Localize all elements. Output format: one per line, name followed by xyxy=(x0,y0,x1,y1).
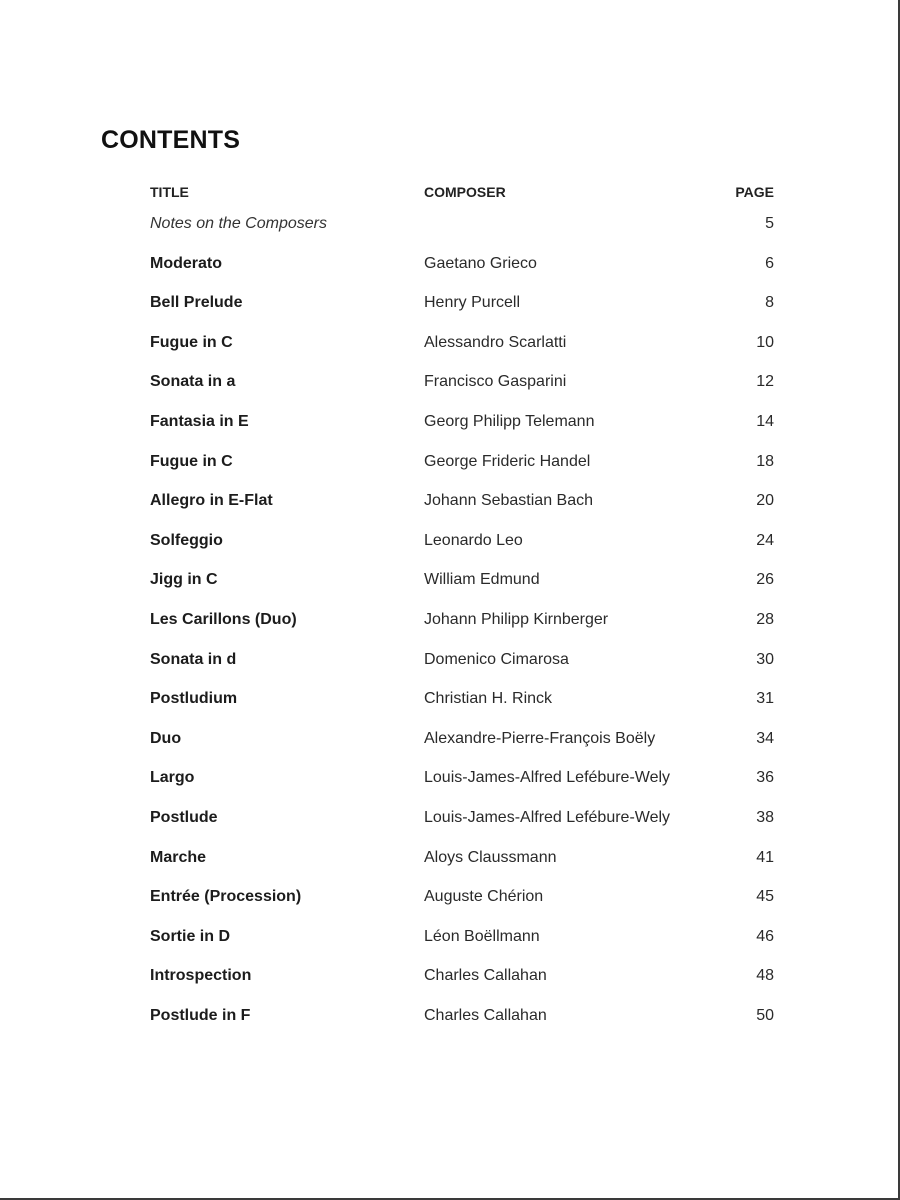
toc-row[interactable] xyxy=(150,687,774,727)
toc-title: Allegro in E-Flat xyxy=(150,492,273,510)
toc-composer: Francisco Gasparini xyxy=(424,373,567,391)
toc-page-number: 10 xyxy=(756,333,774,351)
table-of-contents xyxy=(150,180,774,1043)
toc-row[interactable] xyxy=(150,727,774,767)
toc-header-row xyxy=(150,180,774,212)
toc-title: Fugue in C xyxy=(150,333,233,351)
toc-composer: Gaetano Grieco xyxy=(424,254,537,272)
toc-row-notes[interactable] xyxy=(150,212,774,252)
toc-title: Sonata in a xyxy=(150,373,236,391)
page-title: CONTENTS xyxy=(101,126,241,154)
toc-title: Introspection xyxy=(150,967,252,985)
toc-page-number: 6 xyxy=(765,254,774,272)
column-header-page: PAGE xyxy=(735,184,774,200)
toc-title: Entrée (Procession) xyxy=(150,888,302,906)
toc-title: Les Carillons (Duo) xyxy=(150,610,297,628)
toc-composer: Domenico Cimarosa xyxy=(424,650,569,668)
column-header-title: TITLE xyxy=(150,184,189,200)
toc-composer: Leonardo Leo xyxy=(424,531,523,549)
toc-page-number: 36 xyxy=(756,769,774,787)
toc-row[interactable] xyxy=(150,806,774,846)
toc-page-number: 45 xyxy=(756,888,774,906)
toc-row[interactable] xyxy=(150,964,774,1004)
toc-composer: Alexandre-Pierre-François Boëly xyxy=(424,729,656,747)
toc-row[interactable] xyxy=(150,291,774,331)
toc-composer: Charles Callahan xyxy=(424,1006,547,1024)
toc-composer: Auguste Chérion xyxy=(424,888,544,906)
toc-page-number: 38 xyxy=(756,808,774,826)
toc-composer: Aloys Claussmann xyxy=(424,848,557,866)
toc-page-number: 14 xyxy=(756,412,774,430)
toc-title: Marche xyxy=(150,848,207,866)
toc-row[interactable] xyxy=(150,529,774,569)
toc-title: Bell Prelude xyxy=(150,294,243,312)
toc-page-number: 50 xyxy=(756,1006,774,1024)
toc-composer: Christian H. Rinck xyxy=(424,690,553,708)
toc-page-number: 46 xyxy=(756,927,774,945)
toc-composer: George Frideric Handel xyxy=(424,452,591,470)
toc-row[interactable] xyxy=(150,766,774,806)
toc-row[interactable] xyxy=(150,489,774,529)
toc-page-number: 41 xyxy=(756,848,774,866)
toc-page-number: 18 xyxy=(756,452,774,470)
toc-title: Postludium xyxy=(150,690,238,708)
toc-page-number: 26 xyxy=(756,571,774,589)
toc-page-number: 30 xyxy=(756,650,774,668)
toc-composer: Johann Sebastian Bach xyxy=(424,492,594,510)
toc-title: Sonata in d xyxy=(150,650,237,668)
toc-title: Sortie in D xyxy=(150,927,231,945)
toc-composer: Louis-James-Alfred Lefébure-Wely xyxy=(424,808,671,826)
toc-page-number: 28 xyxy=(756,610,774,628)
toc-row[interactable] xyxy=(150,885,774,925)
toc-title: Jigg in C xyxy=(150,571,218,589)
toc-title: Postlude xyxy=(150,808,218,826)
toc-title: Solfeggio xyxy=(150,531,223,549)
toc-composer: Georg Philipp Telemann xyxy=(424,412,595,430)
toc-title: Postlude in F xyxy=(150,1006,251,1024)
toc-row[interactable] xyxy=(150,252,774,292)
toc-row[interactable] xyxy=(150,846,774,886)
toc-title: Fugue in C xyxy=(150,452,233,470)
toc-row[interactable] xyxy=(150,568,774,608)
toc-composer: William Edmund xyxy=(424,571,540,589)
toc-page-number: 24 xyxy=(756,531,774,549)
toc-title: Duo xyxy=(150,729,182,747)
toc-row[interactable] xyxy=(150,410,774,450)
toc-page-number: 20 xyxy=(756,492,774,510)
toc-row[interactable] xyxy=(150,648,774,688)
toc-title: Notes on the Composers xyxy=(150,215,327,232)
toc-row[interactable] xyxy=(150,450,774,490)
toc-entries xyxy=(150,252,774,1044)
toc-title: Fantasia in E xyxy=(150,412,249,430)
toc-page-number: 8 xyxy=(765,294,774,312)
toc-row[interactable] xyxy=(150,1004,774,1044)
toc-page-number: 12 xyxy=(756,373,774,391)
toc-page-number: 48 xyxy=(756,967,774,985)
toc-title: Moderato xyxy=(150,254,222,272)
toc-composer: Alessandro Scarlatti xyxy=(424,333,567,351)
toc-row[interactable] xyxy=(150,925,774,965)
toc-page-number: 5 xyxy=(765,215,774,232)
toc-page-number: 31 xyxy=(756,690,774,708)
toc-row[interactable] xyxy=(150,331,774,371)
toc-composer: Henry Purcell xyxy=(424,294,521,312)
toc-page-number: 34 xyxy=(756,729,774,747)
toc-composer: Charles Callahan xyxy=(424,967,547,985)
toc-row[interactable] xyxy=(150,370,774,410)
toc-composer: Louis-James-Alfred Lefébure-Wely xyxy=(424,769,671,787)
toc-composer: Léon Boëllmann xyxy=(424,927,540,945)
toc-title: Largo xyxy=(150,769,195,787)
toc-row[interactable] xyxy=(150,608,774,648)
column-header-composer: COMPOSER xyxy=(424,184,506,200)
toc-composer: Johann Philipp Kirnberger xyxy=(424,610,609,628)
